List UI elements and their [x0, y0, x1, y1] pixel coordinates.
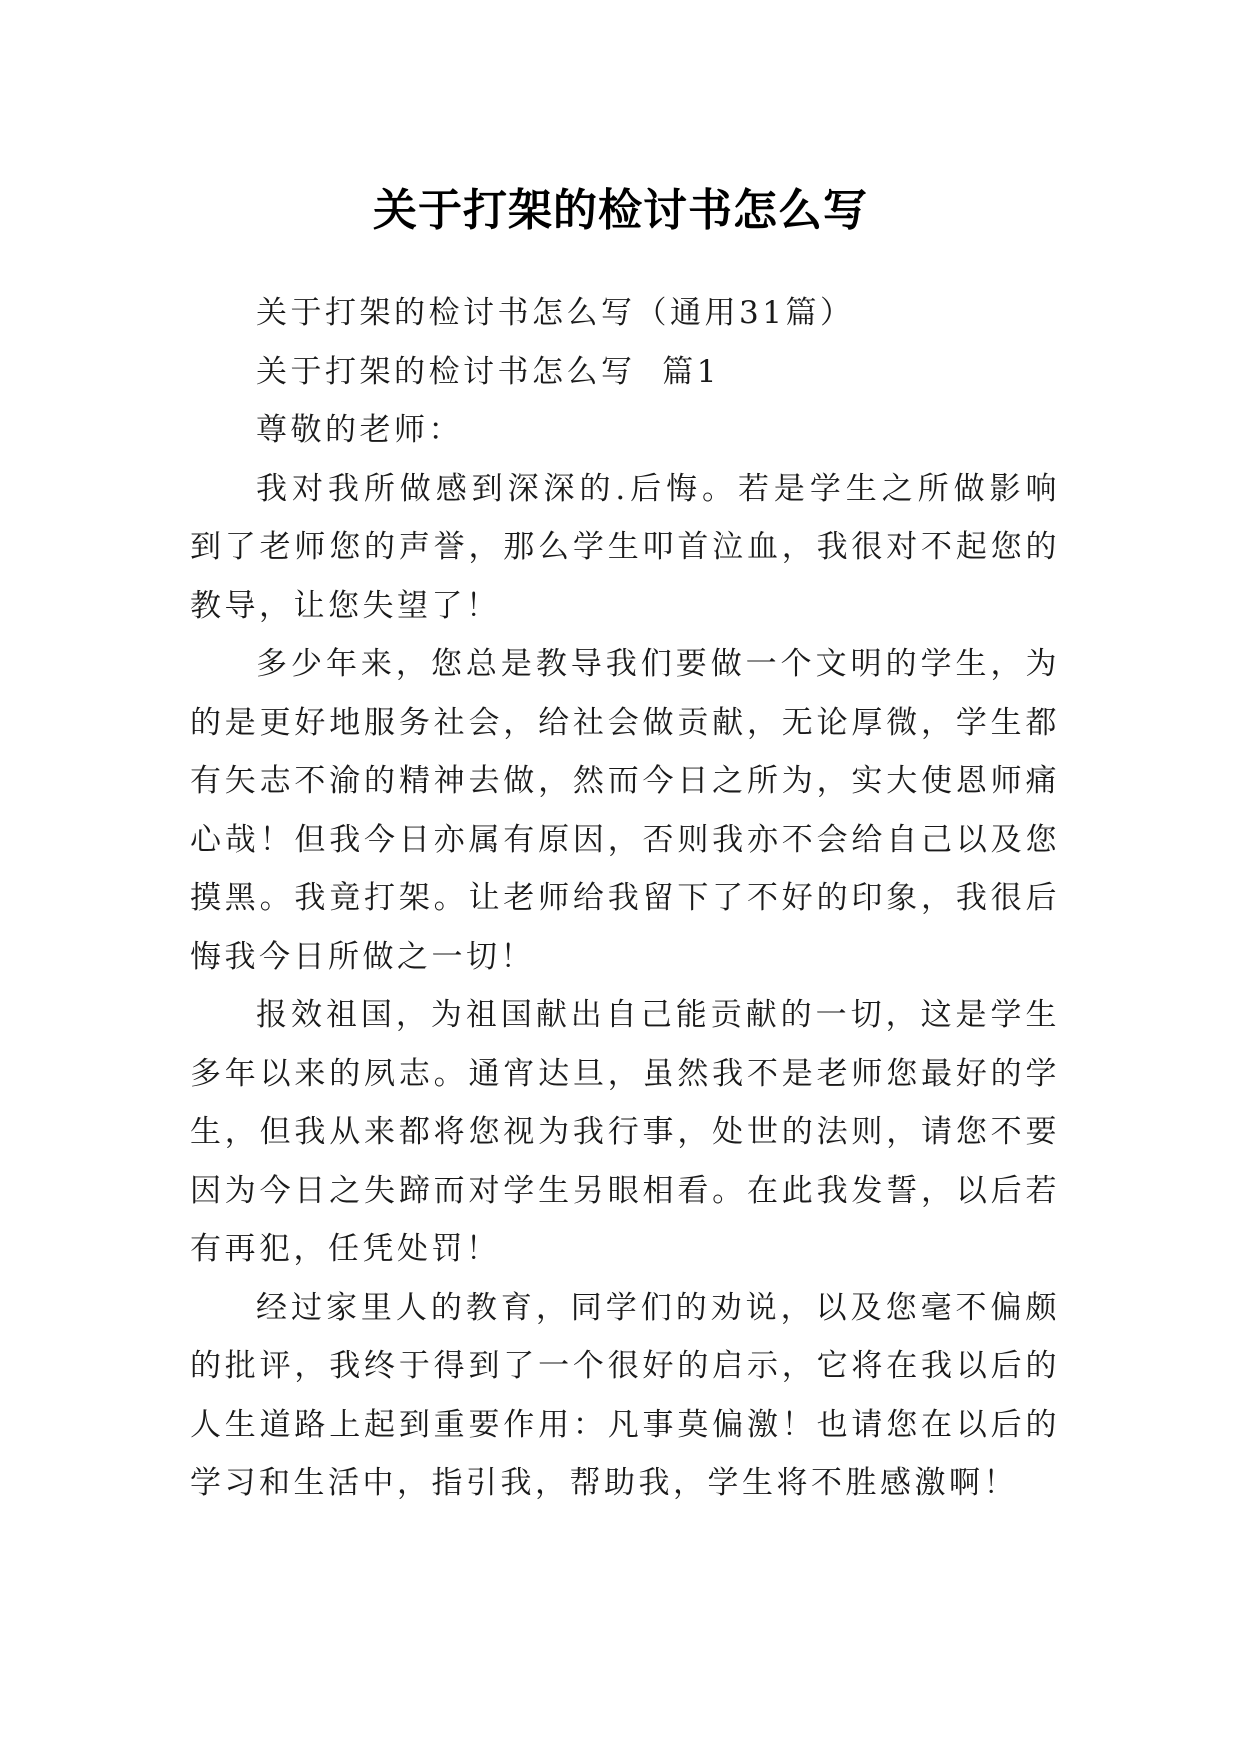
paragraph-3: 报效祖国，为祖国献出自己能贡献的一切，这是学生多年以来的夙志。通宵达旦，虽然我不是老师您最好的学生，但我从来都将您视为我行事，处世的法则，请您不要因为今日之失蹄而对学生另眼相看。在此我发誓，以后若有再犯，任凭处罚！ — [190, 997, 1060, 1267]
salutation: 尊敬的老师： — [256, 412, 463, 448]
paragraph-2: 多少年来，您总是教导我们要做一个文明的学生，为的是更好地服务社会，给社会做贡献，无论厚微，学生都有矢志不渝的精神去做，然而今日之所为，实大使恩师痛心哉！但我今日亦属有原因，否则我亦不会给自己以及您摸黑。我竟打架。让老师给我留下了不好的印象，我很后悔我今日所做之一切！ — [190, 646, 1060, 975]
document-title: 关于打架的检讨书怎么写 — [373, 185, 868, 237]
document-body — [190, 284, 1060, 1513]
document-subtitle: 关于打架的检讨书怎么写（通用31篇） — [256, 295, 855, 331]
section-heading: 关于打架的检讨书怎么写 篇1 — [256, 353, 720, 390]
paragraph-1: 我对我所做感到深深的.后悔。若是学生之所做影响到了老师您的声誉，那么学生叩首泣血，我很对不起您的教导，让您失望了！ — [190, 470, 1060, 624]
paragraph-4: 经过家里人的教育，同学们的劝说，以及您毫不偏颇的批评，我终于得到了一个很好的启示，它将在我以后的人生道路上起到重要作用：凡事莫偏激！也请您在以后的学习和生活中，指引我，帮助我，学生将不胜感激啊！ — [190, 1289, 1060, 1501]
